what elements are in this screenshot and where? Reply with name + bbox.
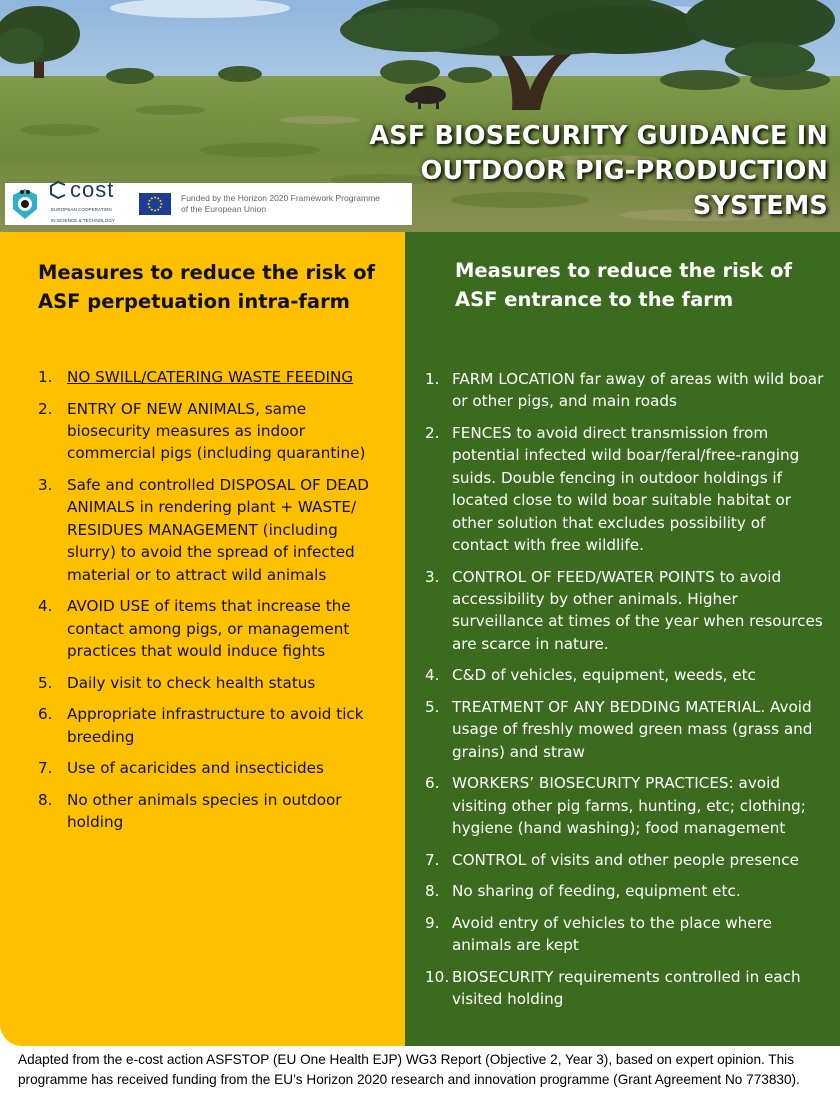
item-text: FARM LOCATION far away of areas with wild boar or other pigs, and main roads bbox=[452, 370, 824, 411]
list-item bbox=[425, 880, 825, 902]
item-number: 8. bbox=[425, 882, 440, 901]
item-number: 2. bbox=[425, 424, 440, 442]
item-text: TREATMENT OF ANY BEDDING MATERIAL. Avoid usage of freshly mowed green mass (grass and grains) and straw bbox=[452, 698, 813, 761]
item-number: 4. bbox=[38, 597, 53, 616]
item-text: BIOSECURITY requirements controlled in each visited holding bbox=[452, 968, 801, 1009]
item-text: Avoid entry of vehicles to the place where animals are kept bbox=[452, 914, 772, 955]
item-number: 3. bbox=[425, 567, 440, 586]
item-text: C&D of vehicles, equipment, weeds, etc bbox=[452, 666, 756, 685]
item-text: Daily visit to check health status bbox=[67, 673, 316, 692]
cost-wordmark: cost bbox=[70, 177, 115, 203]
funding-line: Funded by the Horizon 2020 Framework Programme bbox=[181, 193, 380, 203]
farm-entrance-panel bbox=[405, 232, 840, 1046]
intra-farm-measures-list bbox=[38, 366, 378, 843]
farm-entrance-measures-list bbox=[425, 368, 825, 1020]
farm-entrance-heading bbox=[455, 256, 825, 314]
item-text: AVOID USE of items that increase the contact among pigs, or management practices that would induce fights bbox=[67, 597, 351, 661]
list-item bbox=[425, 368, 825, 413]
item-number: 10. bbox=[425, 968, 450, 987]
item-number: 7. bbox=[38, 759, 53, 778]
cost-subtitle-line: IN SCIENCE & TECHNOLOGY bbox=[51, 217, 115, 223]
list-item bbox=[425, 422, 825, 556]
item-text: Safe and controlled DISPOSAL OF DEAD ANIMALS in rendering plant + WASTE/ RESIDUES MANAGEMENT (including slurry) to avoid the spread of infected material or to attract wild animals bbox=[67, 476, 369, 584]
footer-note: Adapted from the e-cost action ASFSTOP (EU One Health EJP) WG3 Report (Objective 2, Year 3), based on expert opinion. This programme has received funding from the EU’s Horizon 2020 research and innovation programme (Grant Agreement No 773830). bbox=[18, 1052, 800, 1087]
funding-line: of the European Union bbox=[181, 204, 267, 214]
item-number: 2. bbox=[38, 399, 53, 418]
list-item bbox=[425, 912, 825, 957]
title-line: SYSTEMS bbox=[692, 191, 828, 221]
item-text: WORKERS’ BIOSECURITY PRACTICES: avoid visiting other pig farms, hunting, etc; clothing; hygiene (hand washing); food management bbox=[452, 774, 806, 838]
heading-line: Measures to reduce the risk of bbox=[455, 259, 793, 282]
list-item bbox=[425, 849, 825, 871]
list-item bbox=[425, 696, 825, 763]
funding-statement bbox=[181, 193, 391, 215]
title-line: OUTDOOR PIG-PRODUCTION bbox=[420, 156, 828, 186]
list-item bbox=[38, 703, 378, 748]
item-text: ENTRY OF NEW ANIMALS, same biosecurity measures as indoor commercial pigs (including quarantine) bbox=[67, 399, 366, 463]
item-text: NO SWILL/CATERING WASTE FEEDING bbox=[67, 368, 354, 386]
list-item bbox=[38, 789, 378, 834]
item-number: 6. bbox=[38, 705, 53, 724]
item-text: CONTROL OF FEED/WATER POINTS to avoid accessibility by other animals. Higher surveillance at times of the year when resources are scarce in nature. bbox=[452, 567, 823, 653]
item-number: 9. bbox=[425, 914, 440, 933]
item-number: 4. bbox=[425, 666, 440, 685]
list-item bbox=[425, 772, 825, 839]
item-number: 5. bbox=[38, 673, 53, 692]
item-text: No sharing of feeding, equipment etc. bbox=[452, 882, 741, 901]
list-item bbox=[38, 672, 378, 694]
item-text: No other animals species in outdoor holding bbox=[67, 790, 342, 832]
list-item bbox=[38, 398, 378, 465]
list-item bbox=[425, 966, 825, 1011]
item-number: 1. bbox=[425, 370, 440, 388]
asfstop-logo-icon bbox=[11, 187, 39, 221]
logo-strip bbox=[5, 177, 412, 225]
item-text: FENCES to avoid direct transmission from potential infected wild boar/feral/free-ranging suids. Double fencing in outdoor holdings if located close to wild boar suitable habitat or other solution that excludes possibility of contact with free wildlife. bbox=[452, 424, 800, 555]
intra-farm-panel bbox=[0, 232, 405, 1046]
heading-line: ASF entrance to the farm bbox=[455, 288, 734, 311]
cost-subtitle bbox=[51, 201, 129, 229]
title-line: ASF BIOSECURITY GUIDANCE IN bbox=[369, 121, 828, 151]
list-item bbox=[38, 757, 378, 779]
item-number: 5. bbox=[425, 698, 440, 717]
list-item bbox=[38, 366, 378, 388]
item-text: Use of acaricides and insecticides bbox=[67, 759, 324, 778]
item-text: CONTROL of visits and other people presence bbox=[452, 850, 799, 869]
list-item bbox=[425, 664, 825, 686]
item-number: 6. bbox=[425, 774, 440, 793]
list-item bbox=[38, 595, 378, 662]
cost-logo bbox=[49, 179, 129, 229]
item-number: 8. bbox=[38, 790, 53, 809]
item-number: 7. bbox=[425, 850, 440, 869]
list-item bbox=[38, 474, 378, 586]
item-number: 1. bbox=[38, 368, 53, 386]
item-number: 3. bbox=[38, 476, 53, 494]
heading-line: Measures to reduce the risk of bbox=[38, 261, 376, 284]
cost-mark-icon bbox=[49, 181, 67, 199]
cost-subtitle-line: EUROPEAN COOPERATION bbox=[51, 206, 112, 212]
eu-flag-icon bbox=[139, 193, 171, 215]
heading-line: ASF perpetuation intra-farm bbox=[38, 290, 350, 313]
list-item bbox=[425, 566, 825, 656]
intra-farm-heading bbox=[38, 258, 388, 316]
item-text: Appropriate infrastructure to avoid tick breeding bbox=[67, 705, 364, 746]
